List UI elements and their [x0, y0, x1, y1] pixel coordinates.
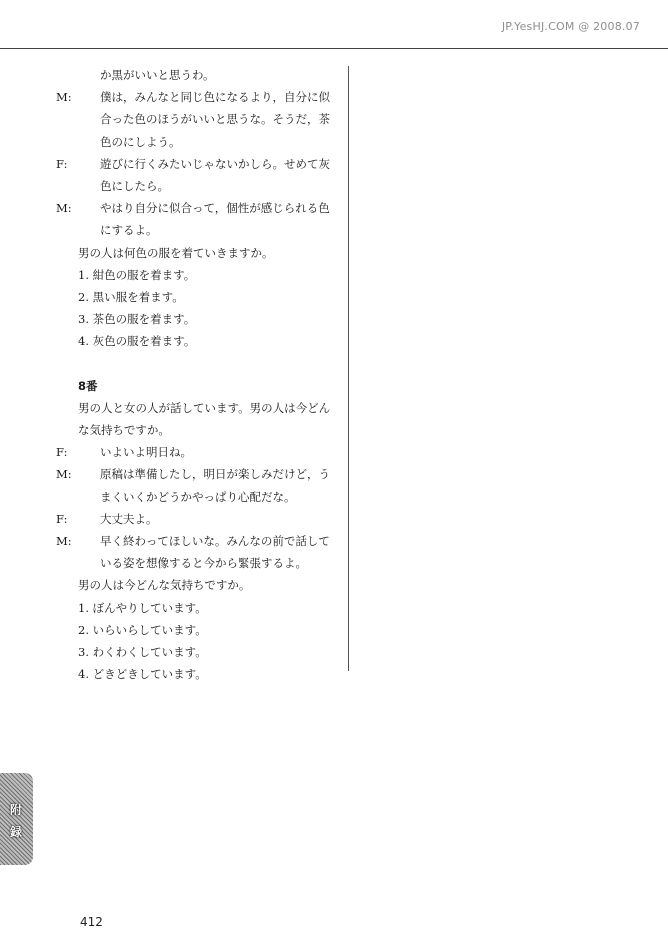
speaker-label: M: [56, 90, 72, 105]
dialogue-line [56, 441, 340, 463]
column-divider [348, 66, 349, 671]
header-rule [0, 48, 668, 49]
speaker-label: F: [56, 156, 68, 171]
question-text: 男の人は何色の服を着ていきますか。 [78, 245, 274, 260]
question-text: 男の人は今どんな気持ちですか。 [78, 578, 251, 593]
speaker-label: F: [56, 511, 68, 526]
dialogue-line [56, 153, 340, 197]
appendix-side-tab [0, 773, 33, 865]
watermark-text: JP.YesHJ.COM @ 2008.07 [501, 20, 640, 33]
answer-option: 4. 灰色の服を着ます。 [78, 334, 196, 349]
answer-option: 2. いらいらしています。 [78, 622, 207, 637]
dialogue-line [56, 508, 340, 530]
dialogue-line [56, 530, 340, 574]
speaker-label: M: [56, 467, 72, 482]
dialogue-line [56, 86, 340, 153]
speaker-label: M: [56, 534, 72, 549]
side-tab-label: 附録 [10, 803, 23, 839]
section-heading: 8番 [78, 378, 98, 393]
intro-text: 男の人と女の人が話しています。男の人は今どんな気持ちですか。 [78, 400, 331, 438]
dialogue-text: 原稿は準備したし，明日が楽しみだけど，うまくいくかどうかやっぱり心配だな。 [100, 467, 330, 504]
dialogue-line [56, 463, 340, 507]
continued-line: か黒がいいと思うわ。 [100, 68, 215, 82]
answer-option: 1. 紺色の服を着ます。 [78, 267, 196, 282]
dialogue-text: 大丈夫よ。 [100, 511, 158, 526]
page-number: 412 [80, 915, 103, 929]
dialogue-line [56, 197, 340, 241]
dialogue-text: 僕は，みんなと同じ色になるより，自分に似合った色のほうがいいと思うな。そうだ，茶色のにしよう。 [100, 90, 330, 149]
dialogue-text: 遊びに行くみたいじゃないかしら。せめて灰色にしたら。 [100, 156, 330, 194]
speaker-label: F: [56, 445, 68, 460]
dialogue-text: いよいよ明日ね。 [100, 445, 192, 460]
dialogue-text: やはり自分に似合って，個性が感じられる色にするよ。 [100, 201, 330, 238]
answer-option: 2. 黒い服を着ます。 [78, 290, 184, 305]
answer-option: 3. 茶色の服を着ます。 [78, 312, 196, 327]
speaker-label: M: [56, 201, 72, 216]
answer-option: 4. どきどきしています。 [78, 667, 207, 682]
dialogue-text: 早く終わってほしいな。みんなの前で話している姿を想像すると今から緊張するよ。 [100, 534, 330, 571]
main-text-column [56, 64, 340, 685]
answer-option: 1. ぼんやりしています。 [78, 600, 207, 615]
answer-option: 3. わくわくしています。 [78, 645, 207, 660]
